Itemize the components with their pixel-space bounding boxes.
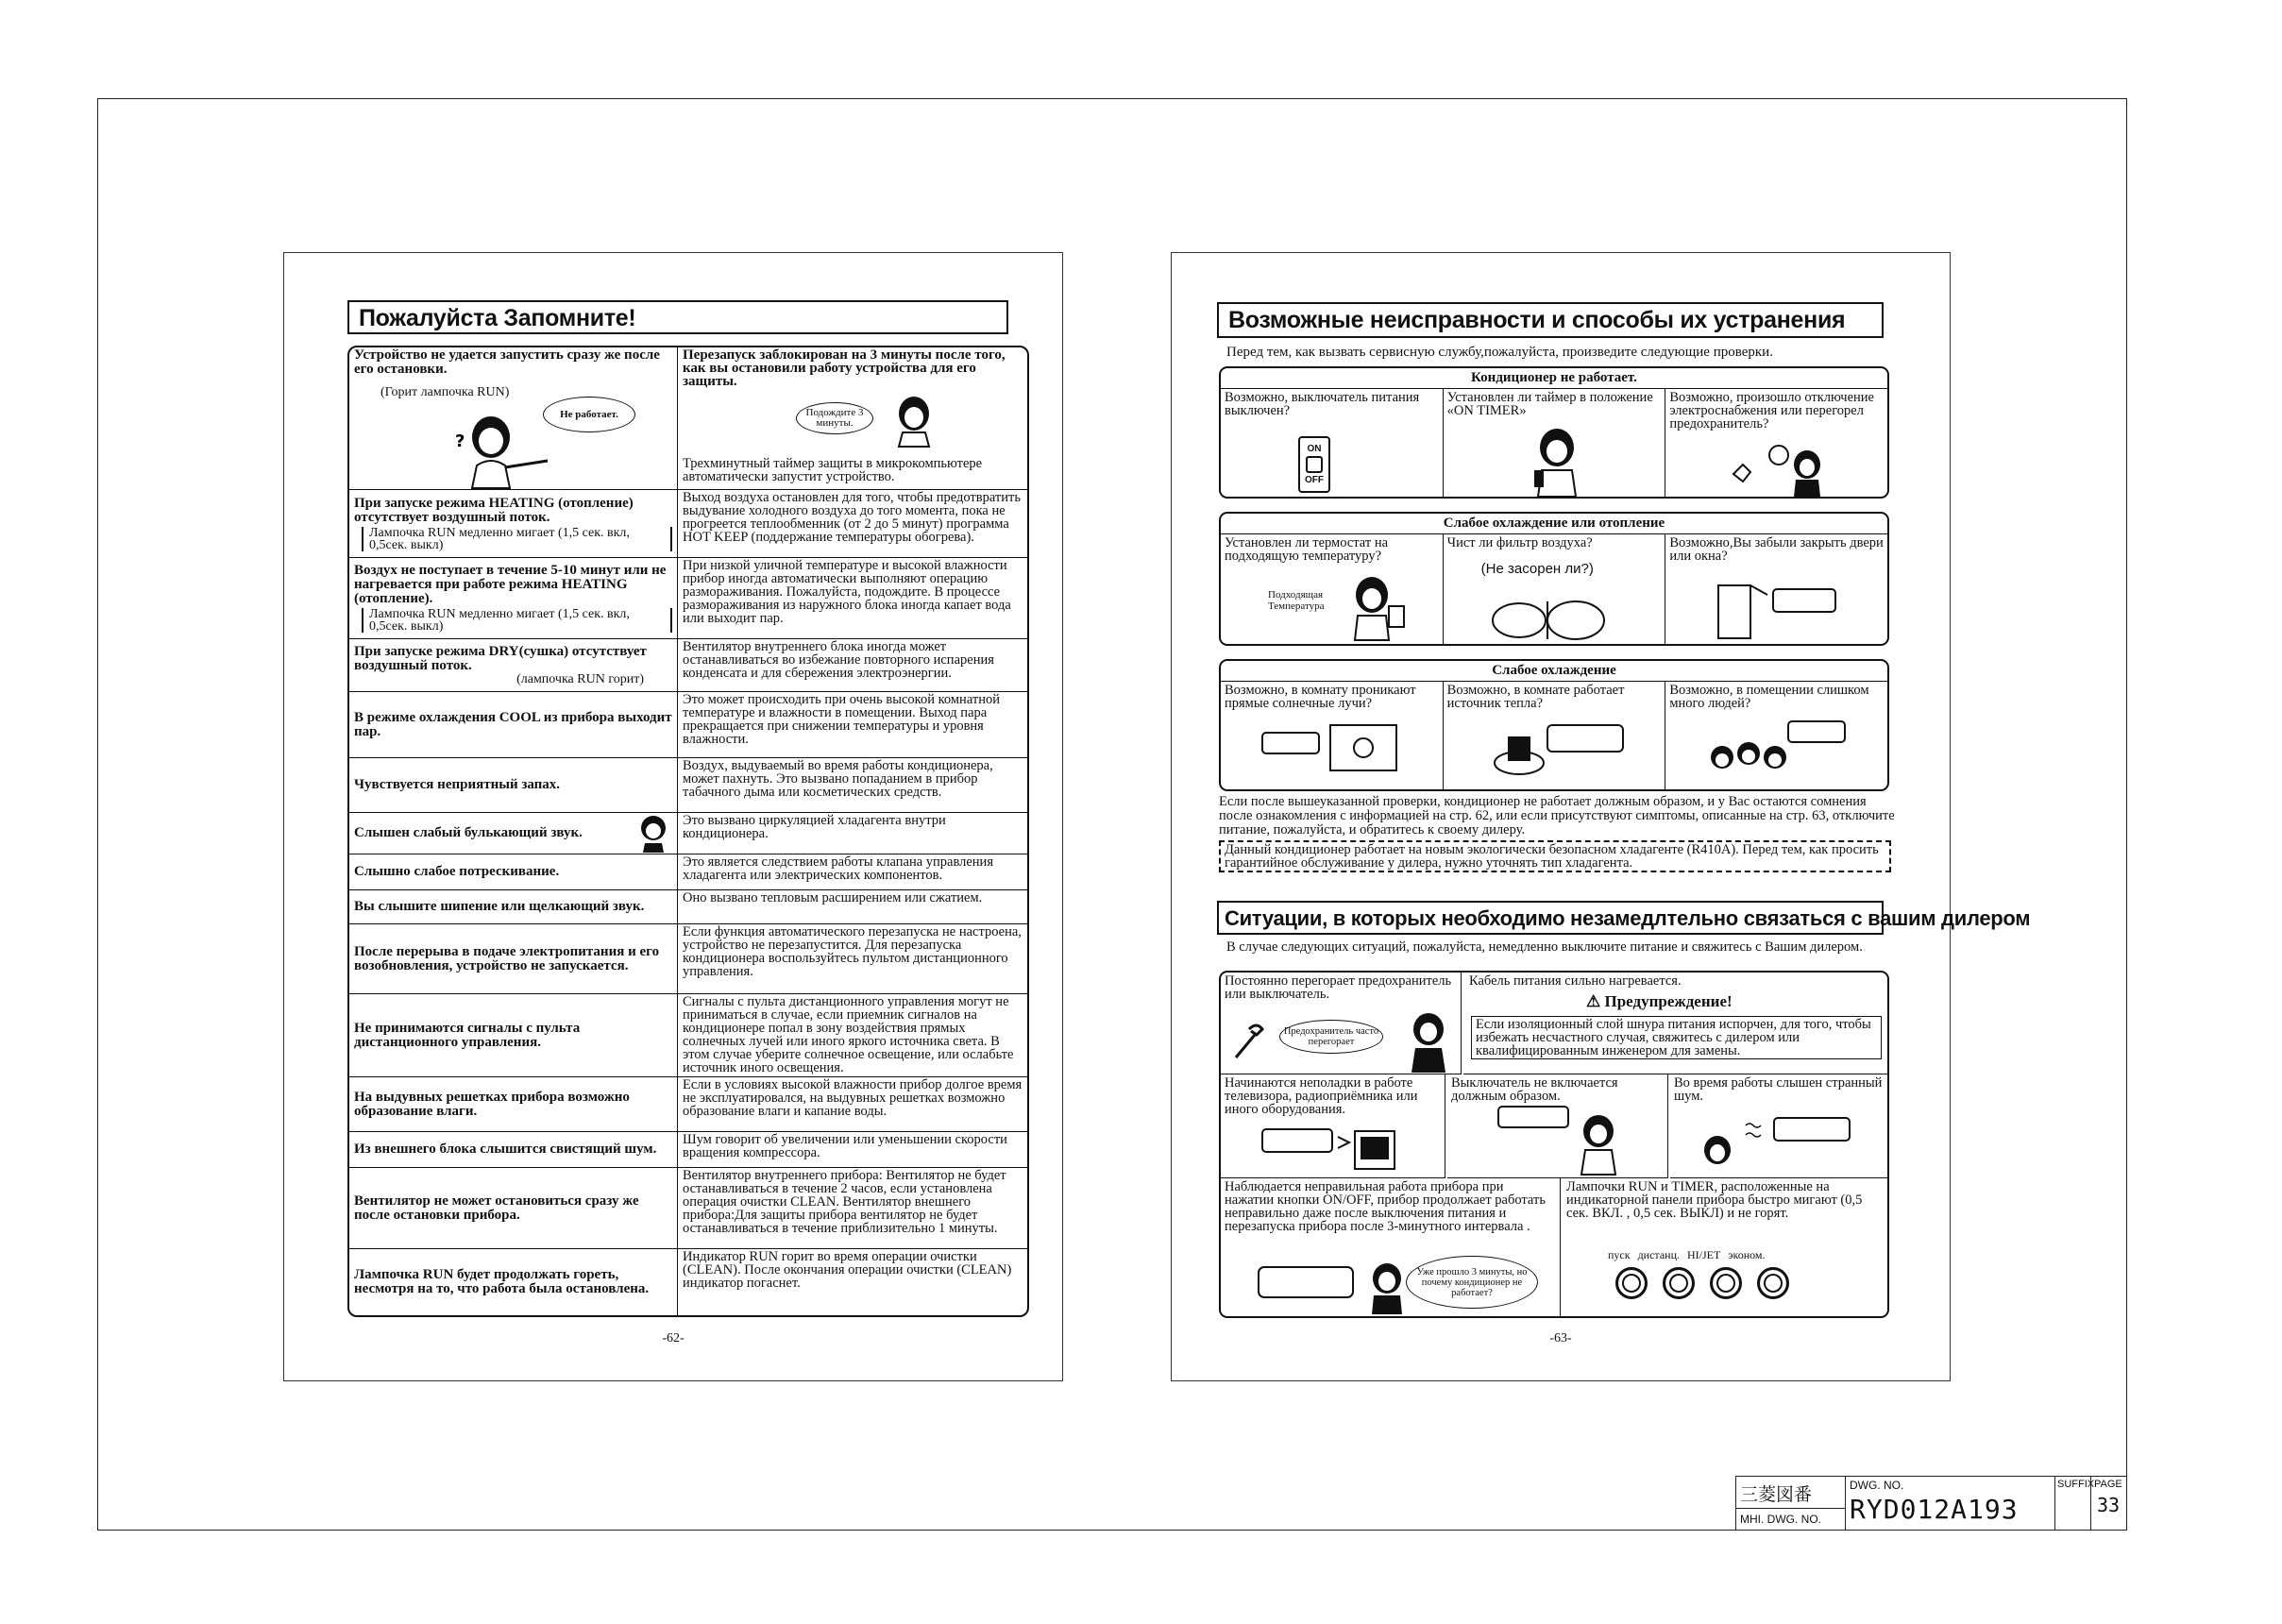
lamp-label-remote: дистанц. [1637,1248,1680,1261]
faq-row [349,1076,1027,1131]
faq-question: Вы слышите шипение или щелкающий звук. [354,899,645,914]
heat-source-icon [1481,716,1632,784]
svg-text:?: ? [455,431,465,451]
woman-adjusting-thermostat-icon [1344,574,1410,640]
box-heading: Слабое охлаждение или отопление [1221,514,1887,534]
man-with-switch-icon [1495,1103,1636,1176]
faq-question: Слышен слабый булькающий звук. [354,825,583,840]
faq-row [349,854,1027,889]
faq-answer: Оно вызвано тепловым расширением или сжатием. [683,890,983,905]
woman-with-remote-icon [453,409,557,489]
faq-answer: Это вызвано циркуляцией хладагента внутри кондиционера. [683,813,946,841]
faq-row [349,489,1027,557]
power-switch-icon: ON OFF [1298,436,1330,493]
faq-row [349,757,1027,812]
page-62 [283,252,1063,1381]
girl-icon [886,395,942,447]
faq-question: При запуске режима DRY(сушка) отсутствует воздушный поток. [354,644,647,673]
faq-answer: Сигналы с пульта дистанционного управления могут не приниматься в случае, если приемник сигналов на кондиционере попал в зону воздействия прямых солнечных лучей или иного яркого источника света. В этом случае уберите солнечное освещение, или ослабьте источник иного освещения. [683,994,1014,1075]
mitsubishi-label: 三菱図番 [1740,1484,1813,1505]
check-item: Возможно, в комнате работает источник тепла? [1446,683,1625,711]
faq-row [349,1167,1027,1248]
faq-answer: Если функция автоматического перезапуска не настроена, устройство не перезапустится. Для перезапуска кондиционера воспользуйтесь пультом дистанционного управления. [683,924,1022,979]
faq-question: Чувствуется неприятный запах. [354,777,561,792]
situation-item: Во время работы слышен странный шум. [1674,1075,1883,1104]
faq-table [347,346,1029,1317]
lamp-icon [1757,1267,1789,1299]
fuse-and-girl-icon [1722,436,1826,498]
drawing-number: RYD012A193 [1850,1494,2019,1525]
page-number: -63- [1549,1331,1572,1345]
faq-question: После перерыва в подаче электропитания и его возобновления, устройство не запускается. [354,943,660,973]
faq-row [349,691,1027,757]
situation-item: Выключатель не включается должным образом. [1451,1075,1618,1104]
faq-row [349,638,1027,691]
wrench-icon [1228,1020,1266,1067]
lamp-icon [1663,1267,1695,1299]
faq-question: В режиме охлаждения COOL из прибора выходит пар. [354,709,672,739]
page-62-title: Пожалуйста Запомните! [347,300,1008,334]
refrigerant-notice: Данный кондиционер работает на новым экологически безопасном хладагенте (R410A). Перед тем, как просить гарантийное обслуживание у дилера, нужно уточнять тип хладагента. [1219,840,1891,872]
faq-question: При запуске режима HEATING (отопление) отсутствует воздушный поток. [354,495,634,525]
faq-row [349,993,1027,1076]
warning-title: ⚠ Предупреждение! [1586,992,1733,1010]
title-block [1735,1476,2127,1531]
lamp-label-run: пуск [1608,1248,1631,1261]
faq-answer: Перезапуск заблокирован на 3 минуты после того, как вы остановили работу устройства для его защиты. [683,347,1006,389]
faq-answer: Индикатор RUN горит во время операции очистки (CLEAN). После окончания операции очистки (CLEAN) индикатор погаснет. [683,1249,1012,1291]
speech-bubble: Не работает. [543,397,635,432]
lamp-icon [1615,1267,1648,1299]
faq-row [349,1248,1027,1315]
faq-question: Лампочка RUN будет продолжать гореть, несмотря на то, что работа была остановлена. [354,1267,650,1296]
strange-noise-icon [1689,1112,1868,1176]
box-heading: Слабое охлаждение [1221,661,1887,682]
faq-row [349,812,1027,854]
check-item: Возможно, выключатель питания выключен? [1225,390,1420,418]
girl-icon [1400,1010,1457,1073]
lamp-icon [1710,1267,1742,1299]
faq-answer: Вентилятор внутреннего прибора: Вентилятор не будет останавливаться в течение 2 часов, если установлена операция очистки CLEAN. Вентилятор внешнего прибора:Для защиты прибора вентилятор не будет останавливаться в течение приблизительно 1 минуты. [683,1168,1006,1236]
weak-cooling-heating-box [1219,512,1889,646]
girl-listening-icon [637,815,669,853]
page-63 [1171,252,2031,1381]
check-item: Возможно,Вы забыли закрыть двери или окна? [1669,535,1884,564]
faq-answer: Это является следствием работы клапана управления хладагента или электрических компонентов. [683,854,993,883]
situation-item: Наблюдается неправильная работа прибора при нажатии кнопки ON/OFF, прибор продолжает работать неправильно даже после выключения питания и перезапуска прибора после 3-минутного интервала . [1225,1179,1546,1234]
dealer-note: Если после вышеуказанной проверки, кондиционер не работает должным образом, и у Вас остаются сомнения после ознакомления с информацией на стр. 62, или если присутствуют симптомы, описанные на стр. 63, отключите питание, пожалуйста, и обратитесь к своему дилеру. [1219,794,1895,837]
lamp-status-note: Лампочка RUN медленно мигает (1,5 сек. вкл, 0,5сек. выкл) [362,608,672,633]
situation-item: Начинаются неполадки в работе телевизора, радиоприёмника или иного оборудования. [1225,1075,1418,1117]
page-number: -62- [662,1331,685,1345]
check-item: Чист ли фильтр воздуха? [1446,535,1593,550]
faq-answer: Если в условиях высокой влажности прибор долгое время не эксплуатировался, на выдувных решетках возможно образование влаги и капание воды. [683,1077,1023,1119]
indicator-lamps [1608,1267,1797,1299]
check-item: Установлен ли термостат на подходящую температуру? [1225,535,1389,564]
sunlight-window-icon [1259,719,1410,776]
faq-question: На выдувных решетках прибора возможно образование влаги. [354,1089,630,1119]
sheet-page-number: 33 [2097,1494,2121,1516]
faq-row [349,1131,1027,1167]
tv-interference-icon [1259,1124,1400,1176]
faq-answer: Выход воздуха остановлен для того, чтобы предотвратить выдувание холодного воздуха до того момента, пока не прогреется теплообменник (от 2 до 5 минут) программа HOT KEEP (поддержание температуры обогрева). [683,490,1021,545]
suffix-label: SUFFIX [2057,1479,2095,1490]
faq-row [349,557,1027,638]
faq-question: Из внешнего блока слышится свистящий шум. [354,1142,657,1157]
check-item: Возможно, произошло отключение электроснабжения или перегорел предохранитель? [1669,390,1874,431]
thermostat-label: Подходящая Температура [1268,589,1325,612]
faq-answer: Это может происходить при очень высокой комнатной температуре и влажности в помещении. Выход пара прекращается при снижении температуры и уровня влажности. [683,692,1000,747]
filter-clogged-label: (Не засорен ли?) [1480,561,1594,577]
faq-answer: Шум говорит об увеличении или уменьшении скорости вращения компрессора. [683,1132,1007,1160]
troubleshooting-title: Возможные неисправности и способы их устранения [1217,302,1884,338]
faq-question: Слышно слабое потрескивание. [354,864,560,879]
page-label: PAGE [2094,1479,2122,1490]
lamp-label-eco: эконом. [1728,1248,1766,1261]
faq-question: Устройство не удается запустить сразу же после его остановки. [354,347,660,377]
faq-answer: Вентилятор внутреннего блока иногда может останавливаться во избежание повторного испарения конденсата и для сбережения электроэнергии. [683,639,994,681]
check-item: Установлен ли таймер в положение «ON TIMER» [1446,390,1653,418]
speech-bubble: Подождите 3 минуты. [796,402,873,434]
dirty-filter-icon [1481,587,1623,644]
warning-text: Если изоляционный слой шнура питания испорчен, для того, чтобы избежать несчастного случая, свяжитесь с дилером или квалифицированным инженером для замены. [1471,1016,1882,1059]
check-item: Возможно, в помещении слишком много людей? [1669,683,1869,711]
speech-bubble: Предохранитель часто перегорает [1279,1020,1383,1054]
faq-answer-detail: Трехминутный таймер защиты в микрокомпьютере автоматически запустит устройство. [683,456,983,484]
crowded-room-icon [1703,716,1854,784]
faq-answer: При низкой уличной температуре и высокой влажности прибор иногда автоматически выполняют операцию размораживания. Пожалуйста, подождите. В процессе размораживания из наружного блока иногда капает вода или выходит пар. [683,558,1011,626]
lamp-label-hijet: HI/JET [1687,1248,1721,1261]
faq-row [349,347,1027,489]
open-window-icon [1713,576,1845,642]
faq-row [349,923,1027,993]
faq-row [349,889,1027,923]
faq-answer: Воздух, выдуваемый во время работы кондиционера, может пахнуть. Это вызвано попаданием в прибор табачного дыма или косметических средств. [683,758,993,800]
situation-item: Постоянно перегорает предохранитель или выключатель. [1225,973,1452,1002]
faq-question-note: (Горит лампочка RUN) [380,385,510,399]
lamp-status-note: Лампочка RUN медленно мигает (1,5 сек. вкл, 0,5сек. выкл) [362,527,672,551]
faq-question-note: (лампочка RUN горит) [516,672,644,686]
contact-dealer-title: Ситуации, в которых необходимо незамедлтельно связаться с вашим дилером [1217,901,1884,935]
mhi-dwg-label: MHI. DWG. NO. [1740,1513,1821,1526]
situation-item: Лампочки RUN и TIMER, расположенные на индикаторной панели прибора быстро мигают (0,5 сек. ВКЛ. , 0,5 сек. ВЫКЛ) и не горят. [1566,1179,1863,1221]
check-item: Возможно, в комнату проникают прямые солнечные лучи? [1225,683,1416,711]
situation-item: Кабель питания сильно нагревается. [1469,973,1682,989]
speech-bubble: Уже прошло 3 минуты, но почему кондиционер не работает? [1406,1256,1538,1309]
contact-dealer-intro: В случае следующих ситуаций, пожалуйста, немедленно выключите питание и свяжитесь с Вашим дилером. [1226,939,1863,955]
urgent-situations-box [1219,971,1889,1318]
indicator-labels [1608,1248,1766,1261]
faq-question: Воздух не поступает в течение 5-10 минут или не нагревается при работе режима HEATING (отопление). [354,563,667,606]
weak-cooling-box [1219,659,1889,791]
dwg-no-label: DWG. NO. [1850,1479,1904,1492]
troubleshooting-intro: Перед тем, как вызвать сервисную службу,пожалуйста, произведите следующие проверки. [1226,345,1773,360]
box-heading: Кондиционер не работает. [1221,368,1887,389]
faq-question: Не принимаются сигналы с пульта дистанционного управления. [354,1020,581,1050]
faq-question: Вентилятор не может остановиться сразу же после остановки прибора. [354,1193,639,1223]
not-working-box [1219,366,1889,499]
woman-with-remote-icon [1529,427,1585,498]
